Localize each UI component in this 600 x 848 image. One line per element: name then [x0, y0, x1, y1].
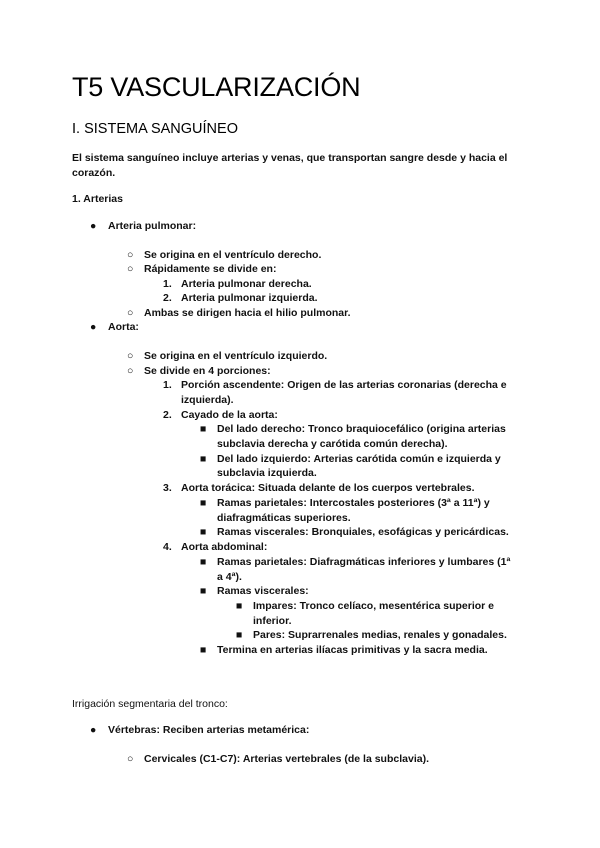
bullet-icon: ○ — [127, 365, 134, 377]
bullet-icon: ○ — [127, 307, 134, 319]
bullet-icon: ● — [90, 220, 97, 232]
bullet-icon: ■ — [200, 556, 207, 568]
list-item-continuation: subclavia derecha y carótida común derecha). — [217, 438, 448, 450]
list-number: 4. — [163, 541, 172, 553]
list-item: Del lado izquierdo: Arterias carótida común e izquierda y — [217, 453, 501, 465]
bullet-icon: ● — [90, 321, 97, 333]
bullet-icon: ■ — [200, 526, 207, 538]
list-item: Arteria pulmonar derecha. — [181, 278, 312, 290]
list-number: 2. — [163, 292, 172, 304]
list-number: 1. — [163, 379, 172, 391]
list-item: Ramas parietales: Intercostales posteriores (3ª a 11ª) y — [217, 497, 490, 509]
pulmonar-label: Arteria pulmonar: — [108, 220, 197, 232]
intro-paragraph: El sistema sanguíneo incluye arterias y venas, que transportan sangre desde y hacia el corazón. — [72, 152, 508, 179]
subheading-arterias: 1. Arterias — [72, 193, 123, 205]
list-number: 2. — [163, 409, 172, 421]
list-item: Del lado derecho: Tronco braquiocefálico (origina arterias — [217, 423, 506, 435]
list-item: Ambas se dirigen hacia el hilio pulmonar. — [144, 307, 351, 319]
bullet-icon: ○ — [127, 249, 134, 261]
list-number: 3. — [163, 482, 172, 494]
bullet-icon: ■ — [200, 453, 207, 465]
list-item: Aorta abdominal: — [181, 541, 268, 553]
list-item: Vértebras: Reciben arterias metamérica: — [108, 724, 310, 736]
list-item-continuation: a 4ª). — [217, 571, 242, 583]
list-item: Cervicales (C1-C7): Arterias vertebrales (de la subclavia). — [144, 753, 429, 765]
list-item: Ramas viscerales: Bronquiales, esofágicas y pericárdicas. — [217, 526, 509, 538]
list-item: Arteria pulmonar izquierda. — [181, 292, 318, 304]
bullet-icon: ○ — [127, 263, 134, 275]
irrigacion-intro: Irrigación segmentaria del tronco: — [72, 698, 228, 710]
list-item: Rápidamente se divide en: — [144, 263, 277, 275]
list-item: Aorta torácica: Situada delante de los cuerpos vertebrales. — [181, 482, 475, 494]
page-title: T5 VASCULARIZACIÓN — [72, 72, 361, 102]
bullet-icon: ■ — [236, 629, 243, 641]
aorta-label: Aorta: — [108, 321, 139, 333]
bullet-icon: ■ — [200, 644, 207, 656]
list-number: 1. — [163, 278, 172, 290]
bullet-icon: ■ — [236, 600, 243, 612]
list-item: Se origina en el ventrículo izquierdo. — [144, 350, 328, 362]
list-item: Termina en arterias ilíacas primitivas y la sacra media. — [217, 644, 488, 656]
list-item-continuation: inferior. — [253, 615, 292, 627]
bullet-icon: ○ — [127, 350, 134, 362]
list-item-continuation: izquierda). — [181, 394, 234, 406]
bullet-icon: ● — [90, 724, 97, 736]
bullet-icon: ○ — [127, 753, 134, 765]
list-item-continuation: diafragmáticas superiores. — [217, 512, 351, 524]
list-item: Porción ascendente: Origen de las arterias coronarias (derecha e — [181, 379, 507, 391]
list-item-continuation: subclavia izquierda. — [217, 467, 317, 479]
list-item: Impares: Tronco celíaco, mesentérica superior e — [253, 600, 495, 612]
bullet-icon: ■ — [200, 585, 207, 597]
list-item: Ramas viscerales: — [217, 585, 309, 597]
list-item: Se divide en 4 porciones: — [144, 365, 271, 377]
list-item: Cayado de la aorta: — [181, 409, 278, 421]
list-item: Ramas parietales: Diafragmáticas inferiores y lumbares (1ª — [217, 556, 511, 568]
list-item: Se origina en el ventrículo derecho. — [144, 249, 322, 261]
bullet-icon: ■ — [200, 497, 207, 509]
bullet-icon: ■ — [200, 423, 207, 435]
section-heading: I. SISTEMA SANGUÍNEO — [72, 121, 238, 137]
list-item: Pares: Suprarrenales medias, renales y gonadales. — [253, 629, 507, 641]
